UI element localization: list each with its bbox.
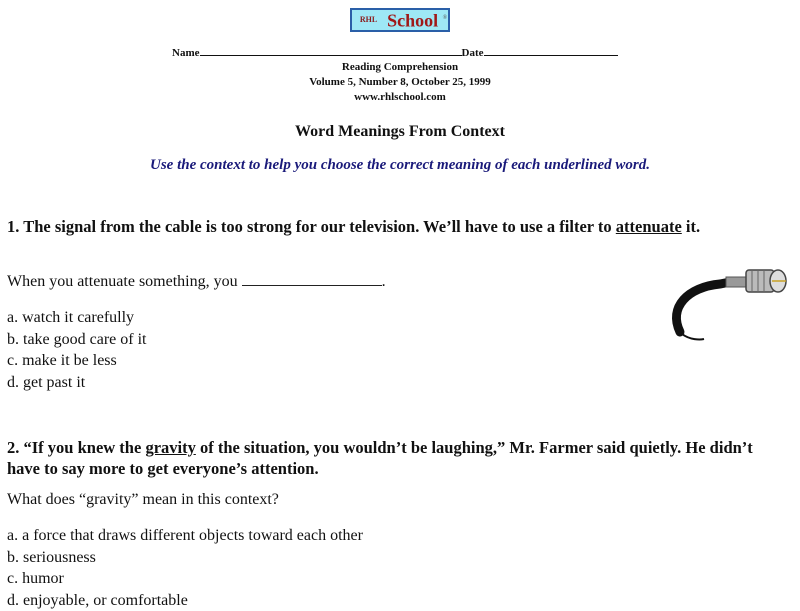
date-label: Date [462, 47, 484, 59]
underlined-word: attenuate [616, 217, 682, 236]
name-label: Name [172, 47, 200, 59]
option-b: b. take good care of it [7, 329, 147, 351]
question-2-options [7, 525, 363, 611]
date-blank [484, 45, 618, 56]
logo-container [0, 8, 800, 32]
issue-info: Volume 5, Number 8, October 25, 1999 [0, 76, 800, 88]
website-link[interactable]: www.rhlschool.com [0, 91, 800, 103]
prompt-text: When you attenuate something, you [7, 273, 242, 290]
subject-heading: Reading Comprehension [0, 61, 800, 73]
logo-name: School [387, 10, 438, 30]
option-a: a. watch it carefully [7, 307, 147, 329]
prompt-text: What does “gravity” mean in this context? [7, 491, 279, 508]
rhl-school-logo [350, 8, 450, 32]
prompt-end: . [382, 273, 386, 290]
answer-blank [242, 273, 382, 286]
option-c: c. make it be less [7, 350, 147, 372]
question-2-text [7, 437, 787, 479]
logo-prefix: RHL [360, 15, 377, 24]
question-text-part: 1. The signal from the cable is too strong for our television. We’ll have to use a filter to [7, 217, 616, 236]
instructions: Use the context to help you choose the correct meaning of each underlined word. [0, 157, 800, 174]
option-d: d. get past it [7, 372, 147, 394]
coaxial-cable-icon [668, 262, 798, 342]
question-2-prompt [7, 491, 279, 509]
option-a: a. a force that draws different objects toward each other [7, 525, 363, 547]
underlined-word: gravity [145, 438, 195, 457]
question-text-part: of the situation, you wouldn’t be laughing,” Mr. Farmer said quietly. He didn’t have to say more to get everyone’s attention. [7, 438, 753, 478]
question-1-prompt [7, 273, 386, 291]
trademark-icon: ® [443, 8, 448, 28]
name-date-bar [172, 45, 632, 59]
question-1-options [7, 307, 147, 393]
option-c: c. humor [7, 568, 363, 590]
page-title: Word Meanings From Context [0, 123, 800, 141]
option-b: b. seriousness [7, 547, 363, 569]
option-d: d. enjoyable, or comfortable [7, 590, 363, 611]
question-text-part: 2. “If you knew the [7, 438, 145, 457]
question-text-part: it. [682, 217, 700, 236]
question-1-text [7, 216, 787, 237]
name-blank [200, 45, 462, 56]
